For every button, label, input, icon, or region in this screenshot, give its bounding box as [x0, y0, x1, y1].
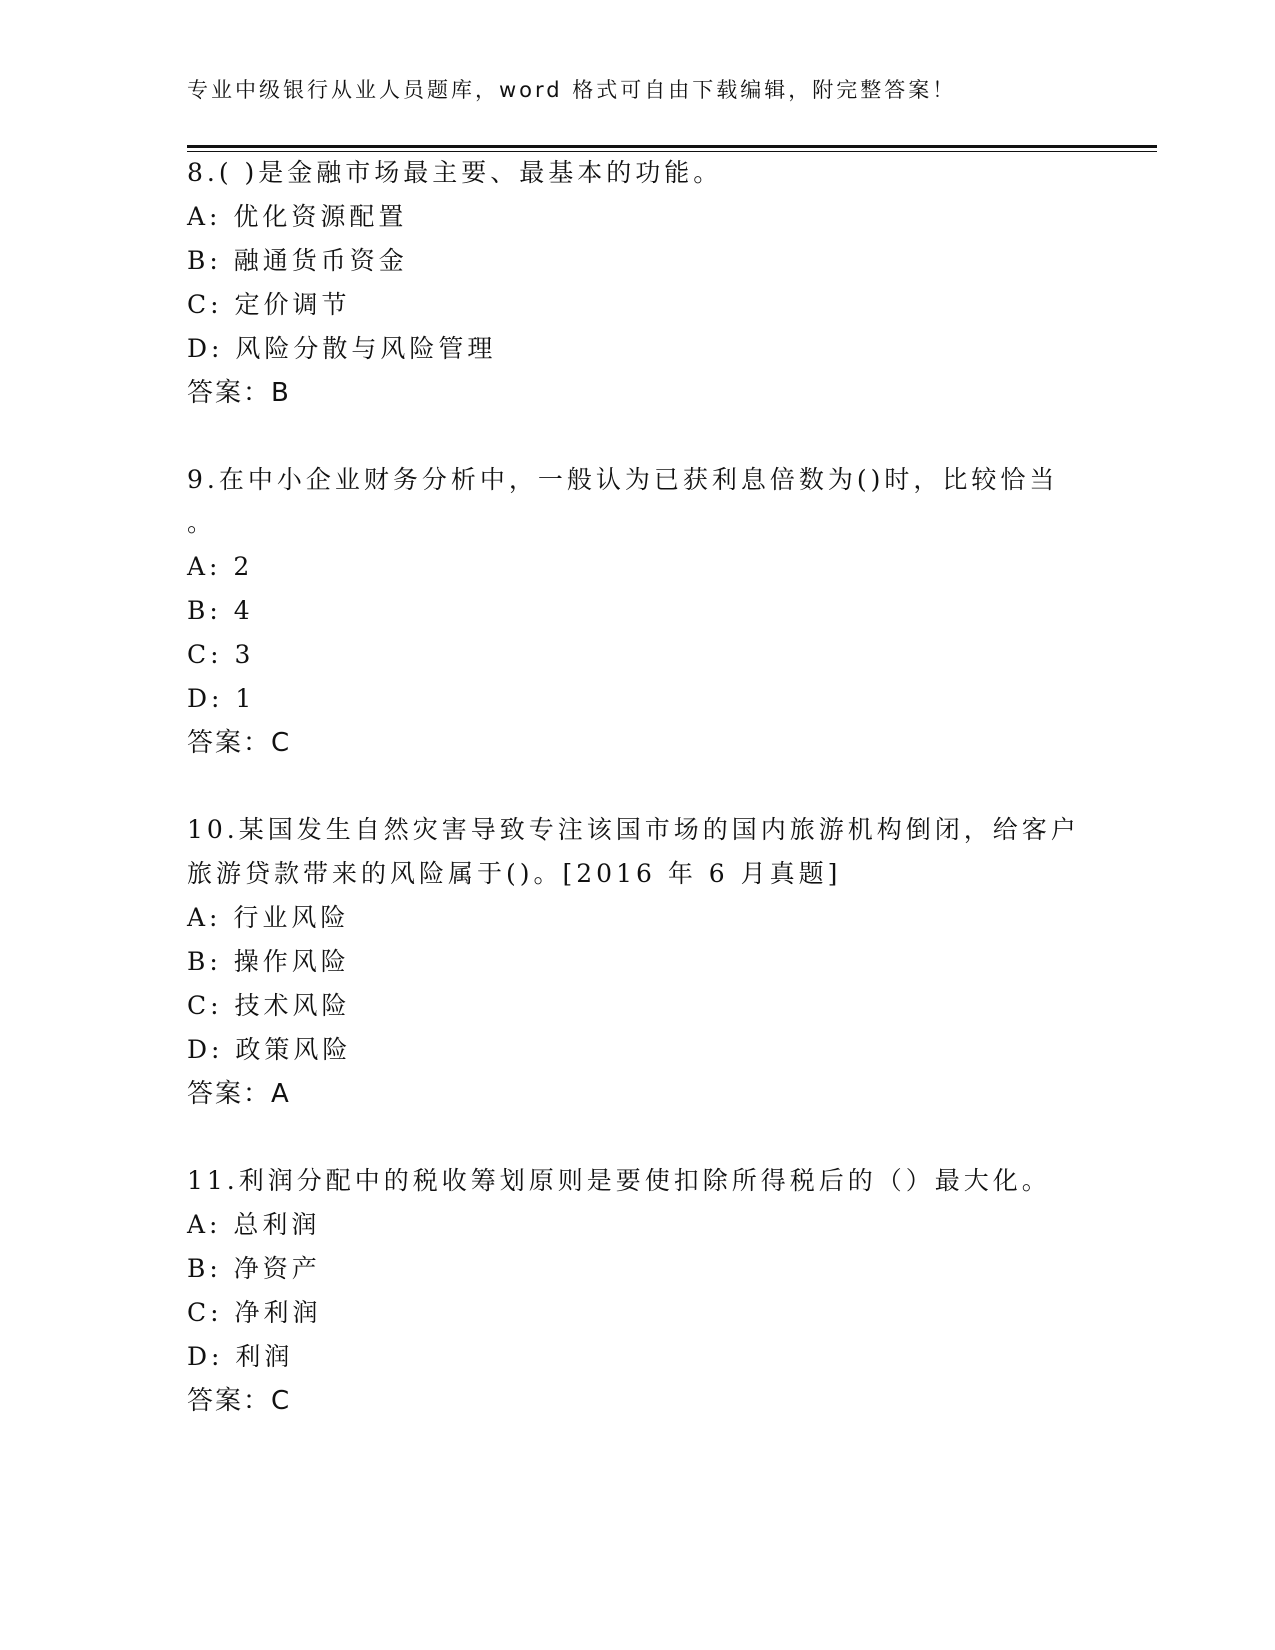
- question-10-stem-continuation: 旅游贷款带来的风险属于()。[2016 年 6 月真题]: [187, 859, 842, 888]
- question-8-option-b: B: 融通货币资金: [187, 246, 408, 275]
- question-8-answer: 答案：B: [187, 378, 291, 408]
- question-9-answer: 答案：C: [187, 728, 292, 758]
- header-rule-thin: [187, 151, 1157, 152]
- question-9-option-a: A: 2: [187, 552, 254, 581]
- question-11-answer: 答案：C: [187, 1386, 292, 1416]
- question-8-option-a: A: 优化资源配置: [187, 202, 408, 231]
- question-8-stem: 8.( )是金融市场最主要、最基本的功能。: [187, 158, 723, 187]
- question-9-option-d: D: 1: [187, 684, 256, 713]
- question-9-option-b: B: 4: [187, 596, 254, 625]
- question-8-option-c: C: 定价调节: [187, 290, 351, 319]
- question-10-option-b: B: 操作风险: [187, 947, 350, 976]
- question-11-option-a: A: 总利润: [187, 1210, 321, 1239]
- question-10-answer: 答案：A: [187, 1079, 291, 1109]
- question-9-option-c: C: 3: [187, 640, 255, 669]
- question-10-stem: 10.某国发生自然灾害导致专注该国市场的国内旅游机构倒闭，给客户: [187, 815, 1080, 844]
- question-9-stem-continuation: 。: [187, 508, 217, 537]
- question-11-option-d: D: 利润: [187, 1342, 294, 1371]
- question-8-option-d: D: 风险分散与风险管理: [187, 334, 497, 363]
- question-10-option-d: D: 政策风险: [187, 1035, 352, 1064]
- question-9-stem: 9.在中小企业财务分析中，一般认为已获利息倍数为()时，比较恰当: [187, 465, 1059, 494]
- page-header: 专业中级银行从业人员题库，word 格式可自由下载编辑，附完整答案！: [187, 78, 957, 102]
- header-rule-thick: [187, 145, 1157, 148]
- question-11-option-b: B: 净资产: [187, 1254, 321, 1283]
- question-10-option-a: A: 行业风险: [187, 903, 350, 932]
- question-10-option-c: C: 技术风险: [187, 991, 351, 1020]
- question-11-option-c: C: 净利润: [187, 1298, 322, 1327]
- question-11-stem: 11.利润分配中的税收筹划原则是要使扣除所得税后的（）最大化。: [187, 1166, 1051, 1195]
